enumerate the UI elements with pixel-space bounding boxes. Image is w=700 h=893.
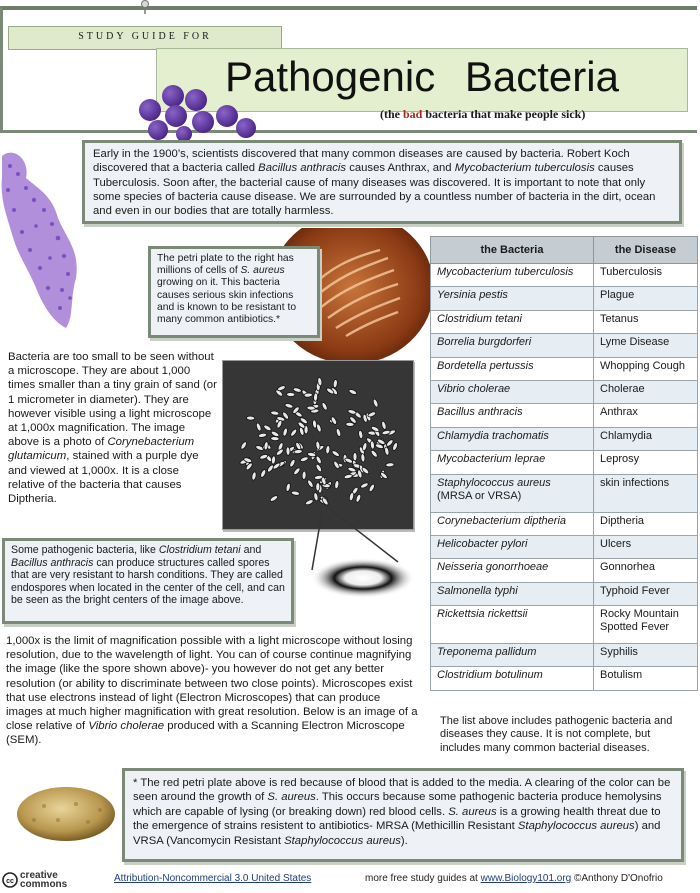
disease-cell	[594, 451, 698, 474]
bacteria-name: Helicobacter pylori	[437, 537, 528, 550]
bacteria-name: Clostridium botulinum	[437, 669, 543, 682]
subtitle-post: bacteria that make people sick)	[422, 107, 586, 121]
bacteria-name: Bacillus anthracis	[437, 406, 523, 419]
bacteria-cell	[431, 606, 594, 644]
red-note-text-3: is a growing health threat due to the emergence of strains resistent to antibiotics- MRSA (Methicillin Resistant	[133, 805, 661, 833]
disease-name: Ulcers	[600, 537, 632, 550]
table-row	[431, 310, 698, 333]
table-row	[431, 264, 698, 287]
bacteria-cell	[431, 644, 594, 667]
disease-cell	[594, 582, 698, 605]
bacteria-name: Borrelia burgdorferi	[437, 336, 532, 349]
red-note-text-1: * The red petri plate above is red because of blood that is added to the media. A clearing of the color can be seen around the growth of	[133, 777, 671, 804]
disease-cell	[594, 357, 698, 380]
disease-name: Tuberculosis	[600, 266, 662, 278]
subtitle-bad: bad	[403, 107, 423, 121]
disease-name: Chlamydia	[600, 429, 652, 442]
table-row	[431, 380, 698, 403]
disease-cell	[594, 535, 698, 558]
disease-cell	[594, 380, 698, 403]
subtitle	[380, 107, 585, 122]
bacteria-disease-table	[430, 236, 698, 691]
magnification-text-1: 1,000x is the limit of magnification possible with a light microscope without losing resolution, due to the wavelength of light. You can of course continue magnifying the image (like the spore shown above)- you however do not get any better resolution (or ability to discriminate between two close points). Microscopes exist that use electrons instead of light (Electron Microscopes) that can produce images at much higher magnification with great resolution. Below is an image of a close relative of	[6, 635, 418, 733]
bacteria-name: Mycobacterium tuberculosis	[437, 266, 574, 278]
disease-cell	[594, 644, 698, 667]
bacteria-cell	[431, 334, 594, 357]
magnification-italic-1: Vibrio cholerae	[88, 720, 165, 733]
table-row	[431, 667, 698, 690]
red-note-italic-1: S. aureus	[267, 791, 316, 804]
disease-name: Typhoid Fever	[600, 584, 670, 597]
red-note-text-5: ).	[400, 834, 408, 847]
bacteria-name: Bordetella pertussis	[437, 359, 534, 372]
svg-text:cc: cc	[6, 878, 14, 885]
page-title: Pathogenic Bacteria	[225, 53, 619, 100]
sem-bacterium-image	[14, 782, 118, 846]
intro-italic-1: Bacillus anthracis	[258, 162, 347, 175]
spore-text-2: and	[240, 544, 262, 556]
bacteria-cell	[431, 535, 594, 558]
table-row	[431, 427, 698, 450]
disease-name: Syphilis	[600, 646, 638, 659]
disease-cell	[594, 474, 698, 512]
bacteria-cell	[431, 667, 594, 690]
pin-icon	[140, 0, 150, 12]
bacteria-name: Clostridium tetani	[437, 312, 522, 325]
petri-text-2: growing on it. This bacteria causes serious skin infections and is known to be resistant to many common antibiotics.*	[157, 277, 297, 326]
table-note: The list above includes pathogenic bacteria and diseases they cause. It is not complete, but includes many common bacterial diseases.	[440, 715, 673, 754]
disease-name: Whopping Cough	[600, 359, 686, 372]
creative-commons-icon	[2, 872, 18, 888]
disease-name-line2: Spotted Fever	[600, 621, 670, 634]
bacteria-name: Salmonella typhi	[437, 584, 518, 597]
table-row	[431, 644, 698, 667]
spore-callout	[2, 538, 294, 624]
bacteria-cell	[431, 512, 594, 535]
table-row	[431, 451, 698, 474]
red-note-italic-2: S. aureus	[448, 805, 497, 818]
bacteria-cell	[431, 404, 594, 427]
footer-more-post: ©Anthony D'Onofrio	[571, 873, 663, 884]
header-disease: the Disease	[594, 237, 698, 264]
intro-italic-2: Mycobacterium tuberculosis	[454, 162, 595, 175]
biology101-link[interactable]: www.Biology101.org	[480, 873, 572, 884]
petri-callout	[148, 246, 320, 338]
red-petri-note	[122, 768, 684, 862]
bacteria-cell	[431, 474, 594, 512]
red-note-text-4: ) and VRSA (Vancomycin Resistant	[133, 820, 661, 847]
footer-more-pre: more free study guides at	[365, 873, 481, 884]
bacteria-name: Corynebacterium diptheria	[437, 514, 567, 527]
bacteria-name: Rickettsia rickettsii	[437, 608, 528, 621]
intro-box	[82, 140, 682, 224]
study-guide-tag	[8, 26, 282, 50]
disease-cell	[594, 334, 698, 357]
table-row	[431, 357, 698, 380]
disease-name: Lyme Disease	[600, 336, 670, 349]
spore-text-3: can produce structures called spores that are very resistant to harsh conditions. They are called endospores when located in the center of the cell, and can be seen as the bright centers of the image above.	[11, 556, 285, 607]
bacteria-name: Staphylococcus aureus	[437, 476, 551, 489]
disease-cell	[594, 512, 698, 535]
red-note-italic-4: Staphylococcus aureus	[284, 834, 401, 847]
disease-cell	[594, 404, 698, 427]
microscope-italic-1: Corynebacterium glutamicum	[8, 436, 195, 463]
disease-cell	[594, 264, 698, 287]
table-row	[431, 287, 698, 310]
disease-cell	[594, 287, 698, 310]
table-header-row	[431, 237, 698, 264]
bacteria-name: Mycobacterium leprae	[437, 453, 546, 466]
disease-name: skin infections	[600, 476, 670, 489]
stained-bacteria-image	[0, 138, 82, 334]
petri-italic-1: S. aureus	[240, 265, 285, 277]
header-bacteria: the Bacteria	[431, 237, 594, 264]
license-link[interactable]: Attribution-Noncommercial 3.0 United States	[114, 873, 312, 884]
table-row	[431, 535, 698, 558]
intro-text-1: Early in the 1900’s, scientists discovered that many common diseases are caused by bacteria. Robert Koch discovered that a bacteria called	[93, 148, 630, 175]
table-row	[431, 559, 698, 582]
bacteria-cell	[431, 287, 594, 310]
bacteria-name: Yersinia pestis	[437, 289, 508, 302]
spore-italic-1: Clostridium tetani	[158, 544, 241, 556]
bacteria-name: Chlamydia trachomatis	[437, 429, 549, 442]
disease-name: Plague	[600, 289, 635, 302]
disease-cell	[594, 559, 698, 582]
bacteria-cell	[431, 310, 594, 333]
bacteria-cell	[431, 380, 594, 403]
table-row	[431, 404, 698, 427]
study-guide-label: STUDY GUIDE FOR	[78, 31, 212, 42]
subtitle-pre: (the	[380, 107, 403, 121]
table-row	[431, 606, 698, 644]
disease-name: Gonnorhea	[600, 561, 656, 574]
bacteria-name: Vibrio cholerae	[437, 382, 511, 395]
petri-text-1: The petri plate to the right has millions of cells of	[157, 253, 294, 277]
red-note-italic-3: Staphylococcus aureus	[517, 820, 635, 833]
spore-italic-2: Bacillus anthracis	[11, 556, 94, 569]
bacteria-cell	[431, 582, 594, 605]
bacteria-cell	[431, 427, 594, 450]
spore-image	[308, 556, 418, 600]
cocci-cluster-illustration	[128, 84, 258, 142]
intro-text-2: causes Anthrax, and	[346, 162, 455, 175]
bacteria-note: (MRSA or VRSA)	[437, 489, 522, 502]
cc-line-2: commons	[20, 879, 68, 890]
disease-name: Diptheria	[600, 514, 645, 527]
bacteria-name: Neisseria gonorrhoeae	[437, 561, 549, 574]
cc-line-1: creative	[20, 870, 58, 881]
disease-cell	[594, 667, 698, 690]
magnification-paragraph	[6, 634, 420, 748]
bacteria-cell	[431, 451, 594, 474]
disease-name: Tetanus	[600, 312, 639, 325]
disease-name: Leprosy	[600, 453, 640, 466]
microscope-text-1: Bacteria are too small to be seen without a microscope. They are about 1,000 times smaller than a tiny grain of sand (or 1 micrometer in diameter). They are however visible using a light microscope at 1,000x magnification. The image above is a photo of	[8, 351, 217, 449]
table-row	[431, 474, 698, 512]
footer-credit	[365, 873, 663, 884]
table-row	[431, 582, 698, 605]
disease-name: Rocky Mountain	[600, 608, 679, 621]
disease-cell	[594, 310, 698, 333]
disease-name: Cholerae	[600, 382, 645, 395]
disease-cell	[594, 606, 698, 644]
disease-name: Botulism	[600, 669, 643, 682]
magnification-text-2: produced with a Scanning Electron Microscope (SEM).	[6, 720, 405, 747]
creative-commons-logo	[20, 871, 67, 889]
bacteria-name: Treponema pallidum	[437, 646, 537, 659]
microscope-paragraph	[8, 350, 218, 506]
table-row	[431, 334, 698, 357]
bacteria-cell	[431, 357, 594, 380]
microscope-text-2: , stained with a purple dye and viewed at 1,000x. It is a close relative of the bacteria that causes Diptheria.	[8, 450, 199, 506]
disease-cell	[594, 427, 698, 450]
intro-text-3: causes Tuberculosis. Soon after, the bacterial cause of many diseases was discovered. It is important to note that only some species of bacteria cause disease. We are surrounded by a countless number of bacteria in the dirt, ocean and even in our bodies that are totally harmless.	[93, 162, 656, 218]
spore-text-1: Some pathogenic bacteria, like	[11, 544, 159, 556]
bacteria-cell	[431, 559, 594, 582]
disease-name: Anthrax	[600, 406, 638, 419]
table-row	[431, 512, 698, 535]
bacteria-cell	[431, 264, 594, 287]
red-note-text-2: . This occurs because some pathogenic bacteria produce hemolysins which are capable of lysing (or breaking down) red blood cells.	[133, 791, 662, 818]
